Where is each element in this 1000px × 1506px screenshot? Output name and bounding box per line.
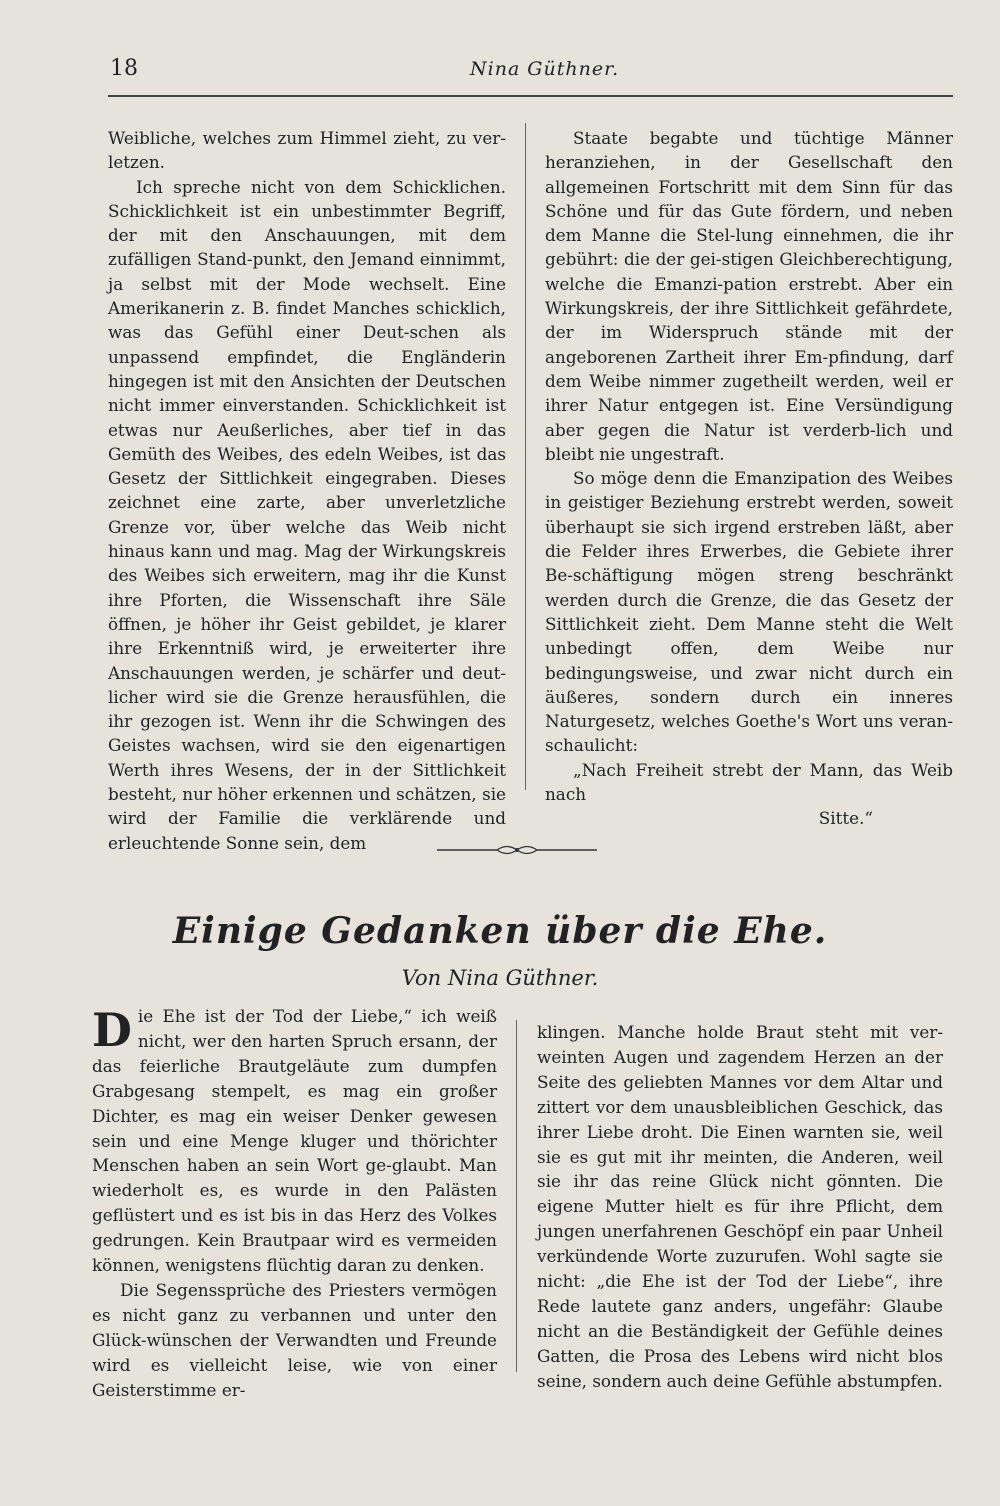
drop-cap: D	[92, 1003, 132, 1057]
lower-left-column	[92, 1004, 497, 1403]
paragraph: Weibliche, welches zum Himmel zieht, zu ver-letzen.	[108, 128, 506, 173]
column-divider	[525, 123, 526, 790]
lower-right-column	[537, 1020, 943, 1394]
paragraph: Staate begabte und tüchtige Männer heranziehen, in der Gesellschaft den allgemeinen Fortschritt mit dem Sinn für das Schöne und für das Gute fördern, und neben dem Manne die Stel-lung einnehmen, die ihr gebührt: die der gei-stigen Gleichberechtigung, welche die Emanzi-pation erstrebt. Aber ein Wirkungskreis, der ihre Sittlichkeit gefährdete, der im Widerspruch stände mit der angeborenen Zartheit ihrer Em-pfindung, darf dem Weibe nimmer zugetheilt werden, weil er ihrer Natur entgegen ist. Eine Versündigung aber gegen die Natur ist verderb-lich und bleibt nie ungestraft.	[545, 128, 953, 464]
running-head: Nina Güthner.	[470, 58, 620, 80]
paragraph-text: ie Ehe ist der Tod der Liebe,“ ich weiß nicht, wer den harten Spruch ersann, der das feierliche Brautgeläute zum dumpfen Grabgesang stempelt, es mag ein großer Dichter, es mag ein weiser Denker gewesen sein und eine Menge kluger und thörichter Menschen haben an sein Wort ge-glaubt. Man wiederholt es, es wurde in den Palästen geflüstert und es ist bis in das Herz des Volkes gedrungen. Kein Brautpaar wird es vermeiden können, wenigstens flüchtig daran zu denken.	[92, 1006, 497, 1276]
goethe-quote-end: Sitte.“	[818, 808, 873, 829]
article-byline: Von Nina Güthner.	[401, 966, 599, 990]
paragraph: So möge denn die Emanzipation des Weibes in geistiger Beziehung erstrebt werden, soweit überhaupt sie sich irgend erstreben läßt, aber die Felder ihres Erwerbes, die Gebiete ihrer Be-schäftigung mögen streng beschränkt werden durch die Grenze, die das Gesetz der Sittlichkeit zieht. Dem Manne steht die Welt unbedingt offen, dem Weibe nur bedingungsweise, und zwar nicht durch ein äußeres, sondern durch ein inneres Naturgesetz, welches Goethe's Wort uns veran-schaulicht:	[545, 468, 953, 756]
goethe-quote: „Nach Freiheit strebt der Mann, das Weib nach	[545, 759, 953, 805]
page-number: 18	[110, 56, 138, 81]
upper-left-column	[108, 126, 506, 855]
paragraph: Die Segenssprüche des Priesters vermögen es nicht ganz zu verbannen und unter den Glück-wünschen der Verwandten und Freunde wird es vielleicht leise, wie von einer Geisterstimme er-	[92, 1279, 497, 1400]
paragraph: klingen. Manche holde Braut steht mit ver-weinten Augen und zagendem Herzen an der Seite des geliebten Mannes vor dem Altar und zittert vor dem unausbleiblichen Geschick, das ihrer Liebe droht. Die Einen warnten sie, weil sie es gut mit ihr meinten, die Anderen, weil sie ihr das reine Glück nicht gönnten. Die eigene Mutter hielt es für ihre Pflicht, dem jungen unerfahrenen Geschöpf ein paar Unheil verkündende Worte zuzurufen. Wohl sagte sie nicht: „die Ehe ist der Tod der Liebe“, ihre Rede lautete ganz anders, ungefähr: Glaube nicht an die Beständigkeit der Gefühle deines Gatten, die Prosa des Lebens wird nicht blos seine, sondern auch deine Gefühle abstumpfen.	[537, 1022, 943, 1391]
article-title: Einige Gedanken über die Ehe.	[172, 910, 828, 952]
upper-right-column	[545, 126, 953, 831]
paragraph	[92, 1004, 497, 1278]
header-rule	[108, 95, 953, 97]
paragraph: Ich spreche nicht von dem Schicklichen. Schicklichkeit ist ein unbestimmter Begriff, der mit den Anschauungen, mit dem zufälligen Stand-punkt, den Jemand einnimmt, ja selbst mit der Mode wechselt. Eine Amerikanerin z. B. findet Manches schicklich, was das Gefühl einer Deut-schen als unpassend empfindet, die Engländerin hingegen ist mit den Ansichten der Deutschen nicht immer einverstanden. Schicklichkeit ist etwas nur Aeußerliches, aber tief in das Gemüth des Weibes, des edeln Weibes, ist das Gesetz der Sittlichkeit eingegraben. Dieses zeichnet eine zarte, aber unverletzliche Grenze vor, über welche das Weib nicht hinaus kann und mag. Mag der Wirkungskreis des Weibes sich erweitern, mag ihr die Kunst ihre Pforten, die Wissenschaft ihre Säle öffnen, je höher ihr Geist gebildet, je klarer ihre Erkenntniß wird, je erweiterter ihre Anschauungen werden, je schärfer und deut-licher wird sie die Grenze herausfühlen, die ihr gezogen ist. Wenn ihr die Schwingen des Geistes wachsen, wird sie den eigenartigen Werth ihres Wesens, der in der Sittlichkeit besteht, nur höher erkennen und schätzen, sie wird der Familie die verklärende und erleuchtende Sonne sein, dem	[108, 176, 506, 853]
ornament-divider	[437, 840, 597, 860]
column-divider	[516, 1020, 517, 1372]
